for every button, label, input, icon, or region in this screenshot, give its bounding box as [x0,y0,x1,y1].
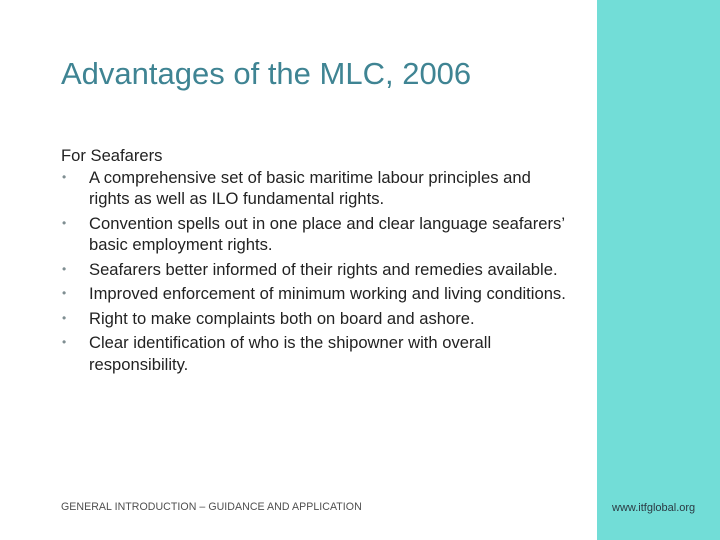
advantages-list [61,167,566,376]
bullet-dot-icon: • [62,310,67,325]
slide-title: Advantages of the MLC, 2006 [61,56,472,91]
slide-content [61,145,566,378]
bullet-dot-icon: • [62,261,67,276]
bullet-text: A comprehensive set of basic maritime labour principles and rights as well as ILO fundamental rights. [89,167,531,208]
bullet-item [61,308,566,330]
bullet-dot-icon: • [62,286,67,300]
section-heading: For Seafarers [61,146,163,165]
bullet-text: Clear identification of who is the shipowner with overall responsibility. [89,333,492,374]
slide-footer: GENERAL INTRODUCTION – GUIDANCE AND APPLICATION [61,501,362,513]
bullet-item [61,213,566,256]
bullet-item [61,283,566,305]
bullet-dot-icon: • [62,215,67,230]
bullet-dot-icon: • [62,169,67,184]
bullet-item [61,259,566,281]
side-accent-panel [597,0,720,540]
website-link[interactable]: www.itfglobal.org [612,502,696,514]
bullet-item [61,167,566,210]
bullet-text: Seafarers better informed of their rights and remedies available. [89,259,558,279]
bullet-text: Convention spells out in one place and clear language seafarers’ basic employment rights. [89,213,565,254]
bullet-text: Improved enforcement of minimum working and living conditions. [89,284,566,303]
bullet-dot-icon: • [62,335,67,349]
bullet-text: Right to make complaints both on board and ashore. [89,308,475,328]
bullet-item [61,332,566,375]
